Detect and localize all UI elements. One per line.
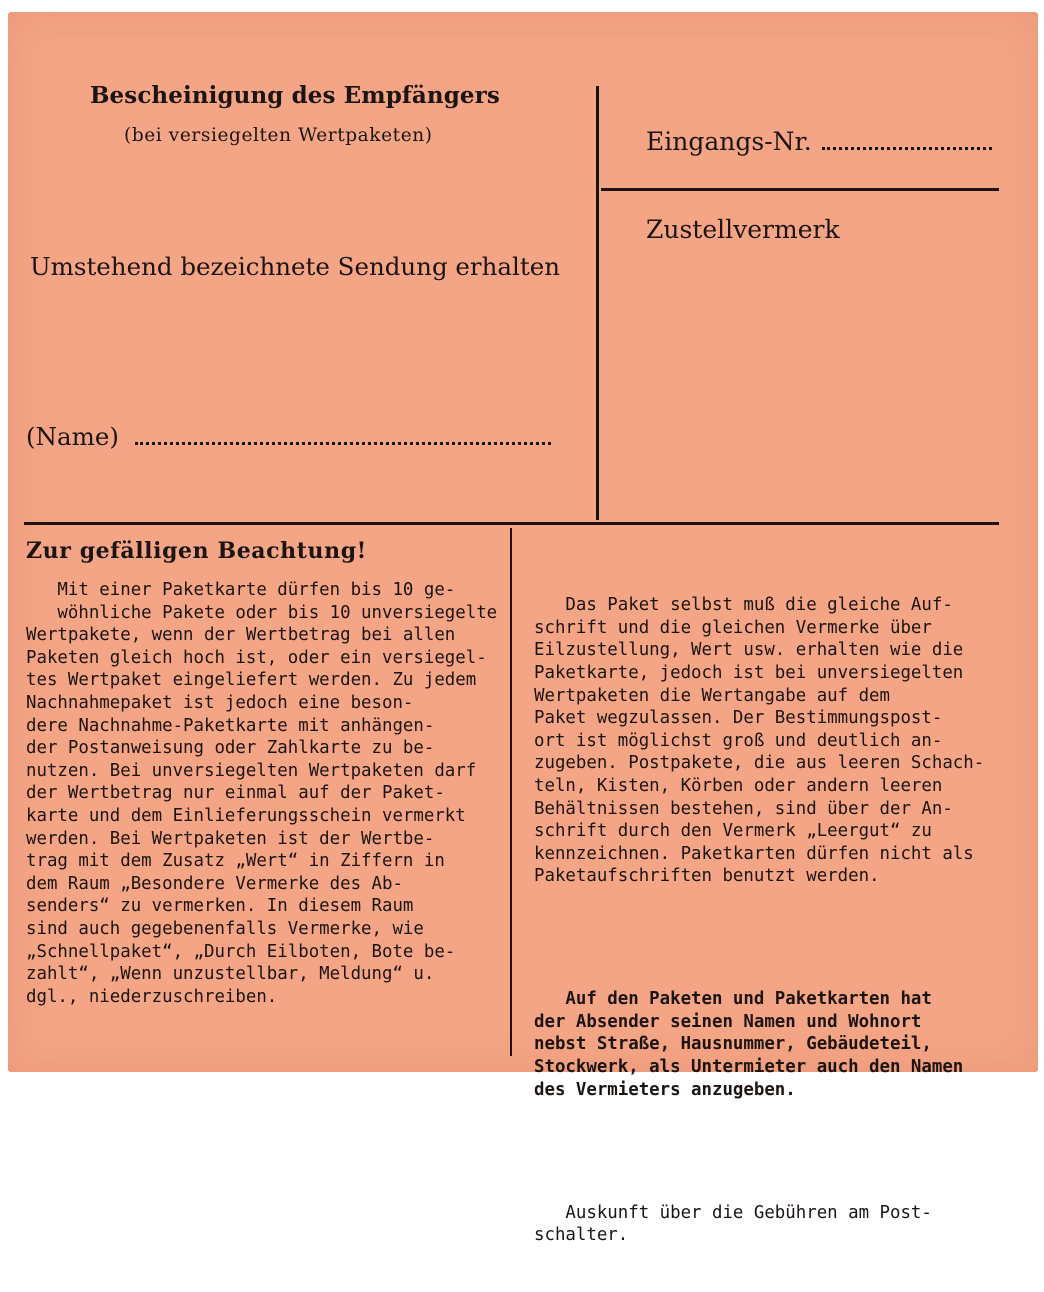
notice-line: dgl., niederzuschreiben. [26,986,278,1007]
notice-line: Paketen gleich hoch ist, oder ein versiegel- [26,647,487,668]
notice-title: Zur gefälligen Beachtung! [26,538,367,564]
notice-line: Wertpakete, wenn der Wertbetrag bei allen [26,625,456,646]
notice-right-column [534,549,984,1292]
horizontal-divider-right [601,188,999,191]
notice-line: der Absender seinen Namen und Wohnort [534,1011,922,1032]
notice-line: der Postanweisung oder Zahlkarte zu be- [26,738,435,759]
entry-number-label: Eingangs-Nr. [646,127,812,156]
notice-line: „Schnellpaket“, „Durch Eilboten, Bote be- [26,941,456,962]
notice-line: Stockwerk, als Untermieter auch den Namen [534,1057,964,1078]
certificate-subtitle: (bei versiegelten Wertpaketen) [124,125,433,146]
notice-line: Paket wegzulassen. Der Bestimmungspost- [534,708,943,729]
notice-line: schalter. [534,1225,629,1246]
notice-line: Auf den Paketen und Paketkarten hat [534,989,932,1010]
notice-line: tes Wertpaket eingeliefert werden. Zu jedem [26,670,477,691]
name-label: (Name) [26,422,119,451]
parcel-card-back [8,12,1038,1246]
notice-paragraph-fees [534,1202,984,1247]
notice-line: karte und dem Einlieferungsschein vermerkt [26,805,466,826]
entry-number-field[interactable] [646,127,992,156]
notice-line: dere Nachnahme-Paketkarte mit anhängen- [26,715,435,736]
notice-line: Behältnissen bestehen, sind über der An- [534,798,953,819]
notice-line: Paketaufschriften benutzt werden. [534,866,880,887]
name-dotted-line [135,442,551,445]
notice-paragraph-package [534,594,984,888]
certificate-title: Bescheinigung des Empfängers [90,82,500,109]
notice-line: nutzen. Bei unversiegelten Wertpaketen darf [26,760,477,781]
notice-line: wöhnliche Pakete oder bis 10 unversiegelte [26,602,498,623]
notice-line: sind auch gegebenenfalls Vermerke, wie [26,918,424,939]
delivery-note-label: Zustellvermerk [646,215,840,244]
notice-line: Paketkarte, jedoch ist bei unversiegelten [534,662,964,683]
notice-paragraph-sender [534,988,984,1101]
horizontal-divider-middle [24,522,999,525]
notice-line: senders“ zu vermerken. In diesem Raum [26,896,414,917]
notice-line: zugeben. Postpakete, die aus leeren Schach- [534,753,985,774]
notice-left-column [26,579,497,1008]
notice-line: Eilzustellung, Wert usw. erhalten wie die [534,640,964,661]
notice-line: trag mit dem Zusatz „Wert“ in Ziffern in [26,851,445,872]
notice-line: schrift und die gleichen Vermerke über [534,617,932,638]
notice-line: des Vermieters anzugeben. [534,1079,796,1100]
entry-number-dotted-line [822,147,992,150]
notice-line: werden. Bei Wertpaketen ist der Wertbe- [26,828,435,849]
notice-line: schrift durch den Vermerk „Leergut“ zu [534,821,932,842]
notice-line: Das Paket selbst muß die gleiche Auf- [534,595,953,616]
notice-line: Wertpaketen die Wertangabe auf dem [534,685,890,706]
notice-line: Mit einer Paketkarte dürfen bis 10 ge- [26,580,456,600]
notice-line: Nachnahmepaket ist jedoch eine beson- [26,692,414,713]
notice-line: nebst Straße, Hausnummer, Gebäudeteil, [534,1034,932,1055]
notice-line: kennzeichnen. Paketkarten dürfen nicht als [534,843,974,864]
vertical-divider-bottom [510,528,512,1056]
notice-line: Auskunft über die Gebühren am Post- [534,1202,932,1223]
notice-line: zahlt“, „Wenn unzustellbar, Meldung“ u. [26,964,435,985]
received-statement: Umstehend bezeichnete Sendung erhalten [30,252,560,281]
notice-line: der Wertbetrag nur einmal auf der Paket- [26,783,445,804]
vertical-divider-top [596,86,599,520]
notice-line: dem Raum „Besondere Vermerke des Ab- [26,873,403,894]
name-field[interactable] [26,422,551,451]
notice-line: teln, Kisten, Körben oder andern leeren [534,775,943,796]
notice-line: ort ist möglichst groß und deutlich an- [534,730,943,751]
